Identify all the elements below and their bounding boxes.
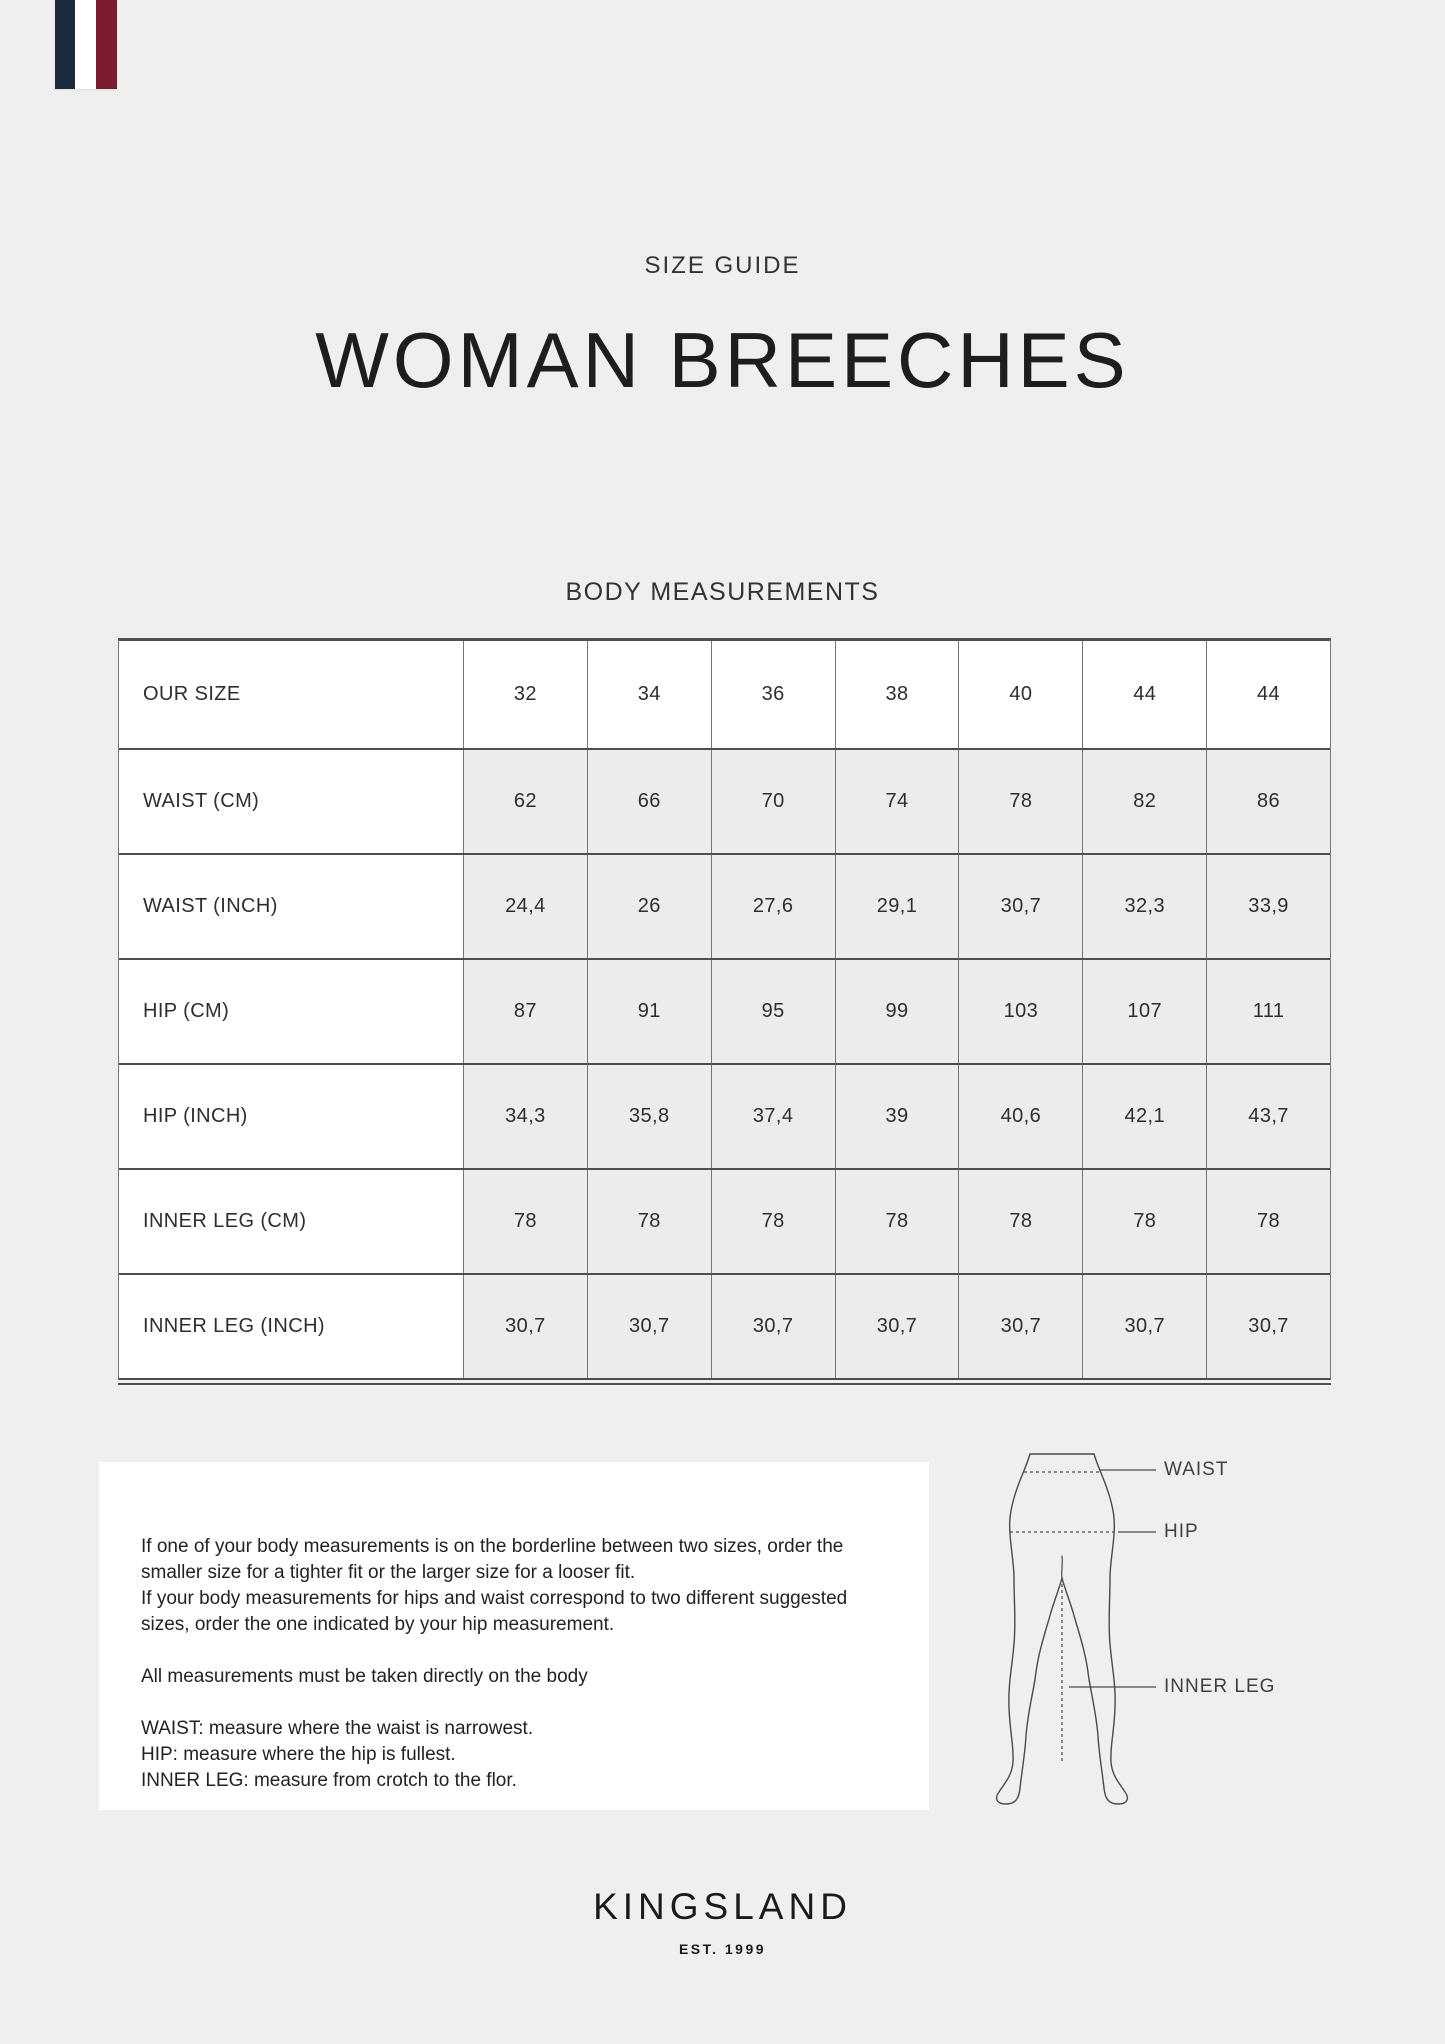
cell-value: 99 [835, 960, 959, 1063]
cell-value: 43,7 [1206, 1065, 1330, 1168]
brand-ribbon [55, 0, 117, 89]
row-label: HIP (CM) [119, 960, 463, 1063]
cell-value: 87 [463, 960, 587, 1063]
measure-tips [141, 1716, 887, 1794]
cell-value: 66 [587, 750, 711, 853]
cell-value: 95 [711, 960, 835, 1063]
cell-value: 103 [958, 960, 1082, 1063]
row-label: WAIST (INCH) [119, 855, 463, 958]
body-measurements-table [118, 638, 1331, 1380]
cell-value: 30,7 [958, 1275, 1082, 1378]
cell-value: 78 [1206, 1170, 1330, 1273]
brand-logo-text: KINGSLAND [593, 1886, 852, 1927]
breeches-diagram [972, 1446, 1172, 1806]
cell-value: 78 [958, 1170, 1082, 1273]
cell-value: 38 [835, 641, 959, 748]
notes-panel [99, 1462, 929, 1810]
cell-value: 30,7 [1082, 1275, 1206, 1378]
cell-value: 30,7 [835, 1275, 959, 1378]
cell-value: 70 [711, 750, 835, 853]
cell-value: 78 [958, 750, 1082, 853]
page-title: WOMAN BREECHES [315, 316, 1130, 404]
row-label: WAIST (CM) [119, 750, 463, 853]
spacer [141, 1690, 887, 1716]
cell-value: 39 [835, 1065, 959, 1168]
cell-value: 30,7 [711, 1275, 835, 1378]
size-guide-eyebrow: SIZE GUIDE [644, 252, 801, 279]
cell-value: 82 [1082, 750, 1206, 853]
brand-est-text: EST. 1999 [678, 1941, 767, 1957]
note-paragraph: If your body measurements for hips and waist correspond to two different suggested sizes, order the one indicated by your hip measurement. [141, 1588, 848, 1635]
row-label: HIP (INCH) [119, 1065, 463, 1168]
table-row [119, 1273, 1330, 1378]
table-row [119, 958, 1330, 1063]
row-label: INNER LEG (CM) [119, 1170, 463, 1273]
spacer [141, 1638, 887, 1664]
diagram-label-waist: WAIST [1164, 1459, 1229, 1480]
row-label: OUR SIZE [119, 641, 463, 748]
ribbon-navy-stripe [55, 0, 75, 89]
cell-value: 107 [1082, 960, 1206, 1063]
cell-value: 40,6 [958, 1065, 1082, 1168]
cell-value: 37,4 [711, 1065, 835, 1168]
diagram-label-hip: HIP [1164, 1521, 1199, 1542]
cell-value: 34,3 [463, 1065, 587, 1168]
cell-value: 78 [587, 1170, 711, 1273]
cell-value: 30,7 [1206, 1275, 1330, 1378]
cell-value: 34 [587, 641, 711, 748]
cell-value: 74 [835, 750, 959, 853]
cell-value: 40 [958, 641, 1082, 748]
table-row [119, 641, 1330, 748]
ribbon-red-stripe [96, 0, 117, 89]
note-paragraph: If one of your body measurements is on the borderline between two sizes, order the smaller size for a tighter fit or the larger size for a looser fit. [141, 1536, 844, 1583]
cell-value: 86 [1206, 750, 1330, 853]
cell-value: 78 [463, 1170, 587, 1273]
cell-value: 42,1 [1082, 1065, 1206, 1168]
cell-value: 111 [1206, 960, 1330, 1063]
cell-value: 35,8 [587, 1065, 711, 1168]
table-row [119, 1168, 1330, 1273]
cell-value: 30,7 [587, 1275, 711, 1378]
table-row [119, 748, 1330, 853]
tip-line: HIP: measure where the hip is fullest. [141, 1744, 456, 1765]
cell-value: 30,7 [463, 1275, 587, 1378]
cell-value: 78 [835, 1170, 959, 1273]
cell-value: 91 [587, 960, 711, 1063]
cell-value: 26 [587, 855, 711, 958]
tip-line: INNER LEG: measure from crotch to the flor. [141, 1770, 517, 1791]
cell-value: 44 [1206, 641, 1330, 748]
cell-value: 24,4 [463, 855, 587, 958]
cell-value: 30,7 [958, 855, 1082, 958]
table-row [119, 853, 1330, 958]
cell-value: 78 [1082, 1170, 1206, 1273]
cell-value: 32,3 [1082, 855, 1206, 958]
cell-value: 32 [463, 641, 587, 748]
tip-line: WAIST: measure where the waist is narrowest. [141, 1718, 534, 1739]
cell-value: 33,9 [1206, 855, 1330, 958]
note-paragraph: All measurements must be taken directly on the body [141, 1666, 588, 1687]
body-measurements-heading: BODY MEASUREMENTS [565, 578, 880, 606]
cell-value: 27,6 [711, 855, 835, 958]
diagram-label-inner-leg: INNER LEG [1164, 1676, 1276, 1697]
cell-value: 44 [1082, 641, 1206, 748]
cell-value: 29,1 [835, 855, 959, 958]
cell-value: 78 [711, 1170, 835, 1273]
table-row [119, 1063, 1330, 1168]
row-label: INNER LEG (INCH) [119, 1275, 463, 1378]
cell-value: 36 [711, 641, 835, 748]
ribbon-white-stripe [75, 0, 96, 89]
cell-value: 62 [463, 750, 587, 853]
